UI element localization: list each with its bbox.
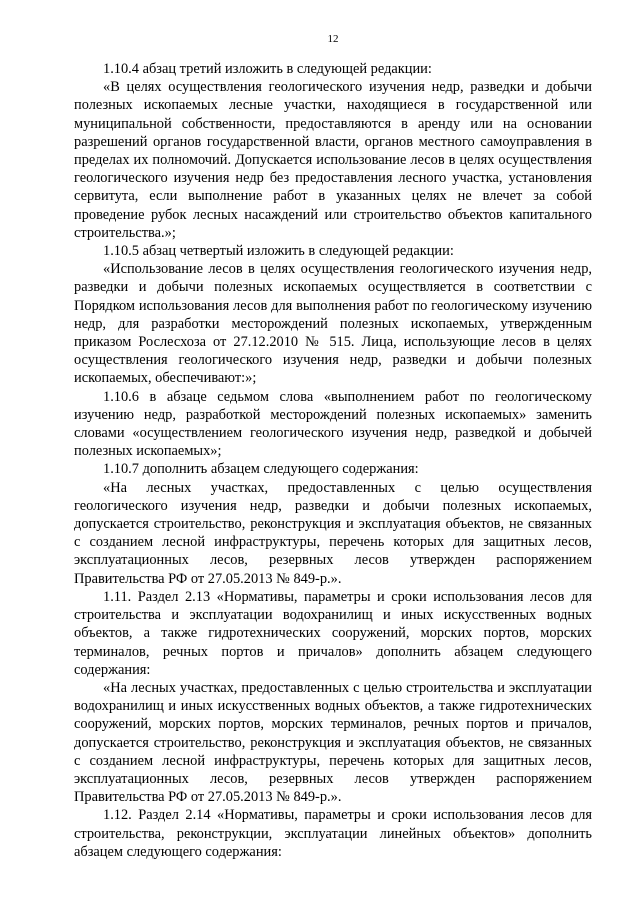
paragraph-1-10-6: 1.10.6 в абзаце седьмом слова «выполнением работ по геологическому изучению недр, разработкой месторождений полезных ископаемых» заменить словами «осуществлением геологического изучения недр, разведкой и добычей полезных ископаемых»; <box>74 388 592 460</box>
paragraph-1-10-7-text: «На лесных участках, предоставленных с целью осуществления геологического изучения недр, разведки и добычи полезных ископаемых, допускается строительство, реконструкция и эксплуатация объектов, не связанных с созданием лесной инфраструктуры, перечень которых для защитных лесов, эксплуатационных лесов, резервных лесов утвержден распоряжением Правительства РФ от 27.05.2013 № 849-р.». <box>74 479 592 587</box>
paragraph-1-10-5-heading: 1.10.5 абзац четвертый изложить в следующей редакции: <box>103 243 454 260</box>
paragraph-1-12-heading: 1.12. Раздел 2.14 «Нормативы, параметры и сроки использования лесов для строительства, реконструкции, эксплуатации линейных объектов» дополнить абзацем следующего содержания: <box>74 807 592 860</box>
paragraph-1-10-4-text: «В целях осуществления геологического изучения недр, разведки и добычи полезных ископаемых лесные участки, находящиеся в государственной или муниципальной собственности, предоставляются в аренду или на основании разрешений органов государственной власти, органов местного самоуправления в пределах их полномочий. Допускается использование лесов в целях осуществления геологического изучения недр без предоставления лесного участка, установления сервитута, если выполнение работ в указанных целях не влечет за собой проведение рубок лесных насаждений или строительство объектов капитального строительства.»; <box>74 79 592 241</box>
paragraph-1-10-4-heading: 1.10.4 абзац третий изложить в следующей редакции: <box>103 61 432 77</box>
paragraph-1-10-5-text: «Использование лесов в целях осуществления геологического изучения недр, разведки и добычи полезных ископаемых осуществляется в соответствии с Порядком использования лесов для выполнения работ по геологическому изучению недр, для разработки месторождений полезных ископаемых, утвержденным приказом Рослесхоза от 27.12.2010 № 515. Лица, использующие лесов в целях осуществления геологического изучения недр, разведки и добычи полезных ископаемых, обеспечивают:»; <box>74 261 592 387</box>
page-number: 12 <box>327 33 339 45</box>
paragraph-1-10-7-heading: 1.10.7 дополнить абзацем следующего содержания: <box>103 461 419 478</box>
paragraph-1-11-heading: 1.11. Раздел 2.13 «Нормативы, параметры и сроки использования лесов для строительства и эксплуатации водохранилищ и иных искусственных водных объектов, а также гидротехнических сооружений, морских портов, морских терминалов, речных портов и причалов» дополнить абзацем следующего содержания: <box>74 588 592 678</box>
paragraph-1-11-text: «На лесных участках, предоставленных с целью строительства и эксплуатации водохранилищ и иных искусственных водных объектов, а также гидротехнических сооружений, морских портов, морских терминалов, речных портов и причалов, допускается строительство, реконструкция и эксплуатация объектов, не связанных с созданием лесной инфраструктуры, перечень которых для защитных лесов, эксплуатационных лесов, резервных лесов утвержден распоряжением Правительства РФ от 27.05.2013 № 849-р.». <box>74 679 592 806</box>
